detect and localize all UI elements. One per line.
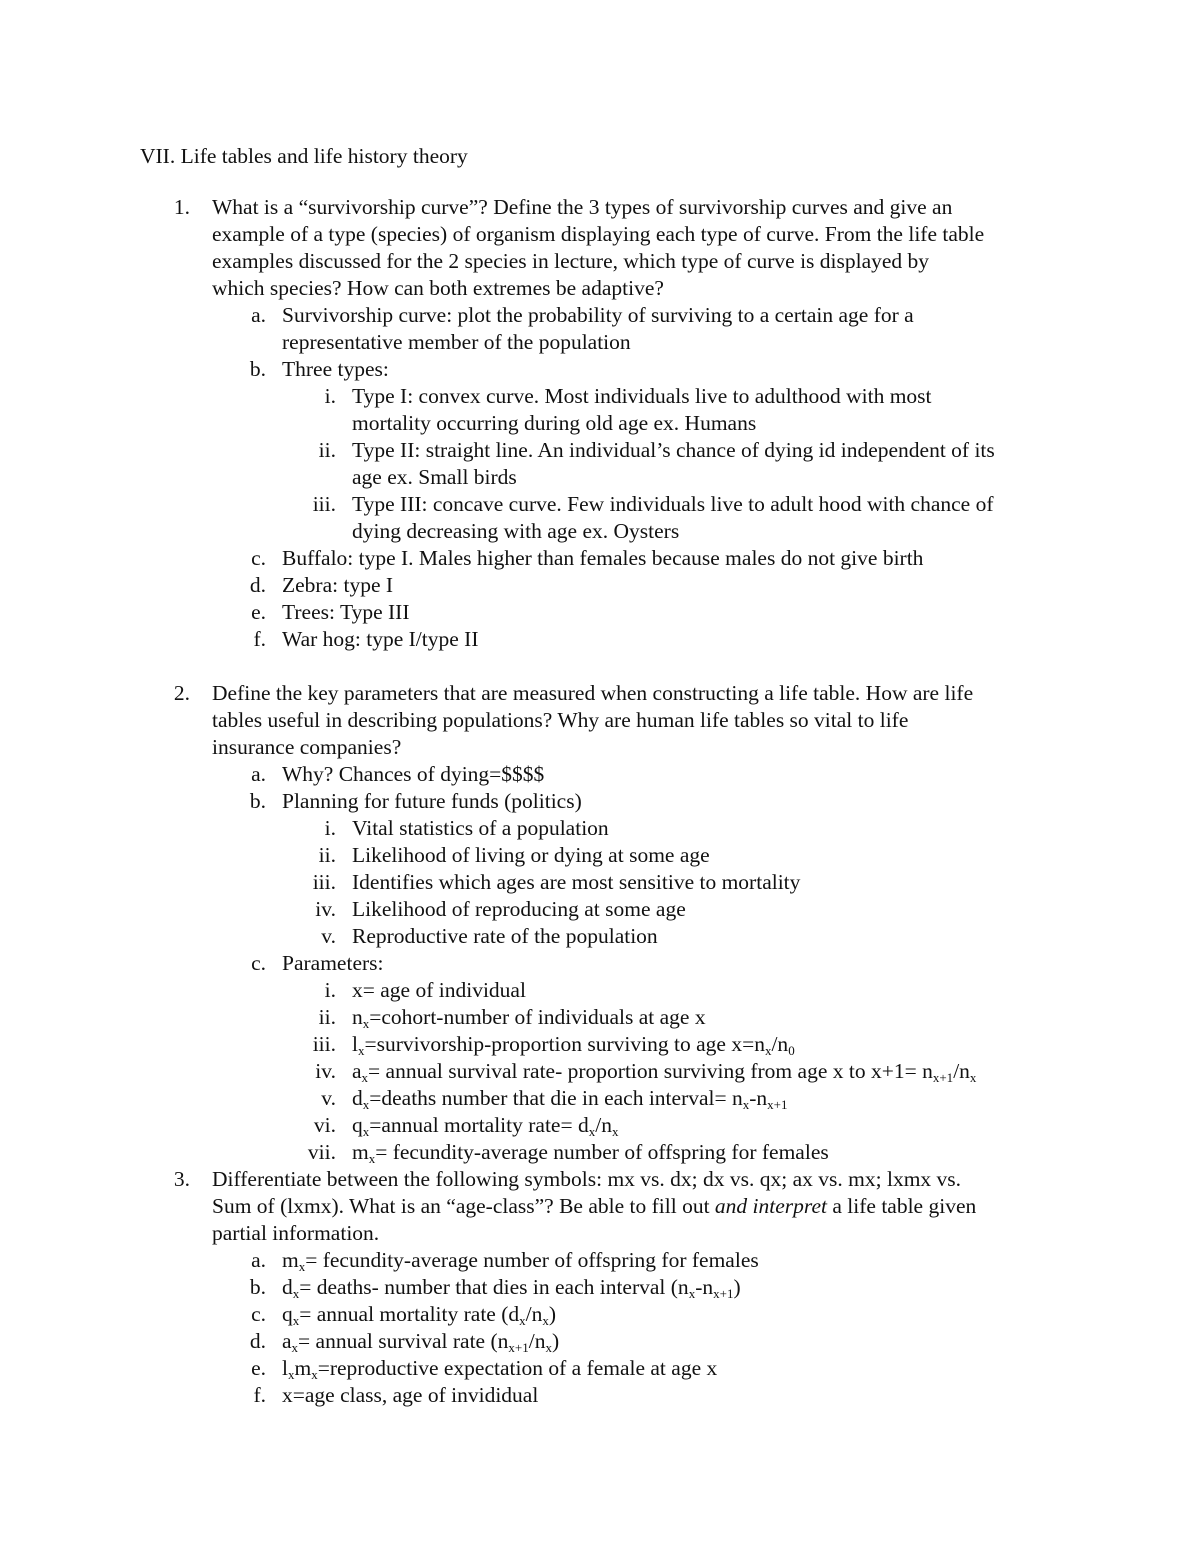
q3-item-marker: c. [251,1302,266,1326]
q1-c-marker: c. [251,546,266,570]
q1-b-i-text: mortality occurring during old age ex. Humans [352,411,757,435]
q2-c-item-marker: i. [324,978,336,1002]
q1-c-text: Buffalo: type I. Males higher than females because males do not give birth [282,546,924,570]
q1-f-text: War hog: type I/type II [282,627,479,651]
q3-item-text: $q_x=$ annual mortality rate $(d_x/n_x)$ [282,1302,557,1328]
q1-b-iii-text: Type III: concave curve. Few individuals live to adult hood with chance of [352,492,994,516]
q3-line: Sum of (lxmx). What is an “age-class”? Be able to fill out and interpret a life table given [212,1194,977,1218]
q3-item-text: $d_x=$ deaths- number that dies in each interval $(n_x-n_{x+1})$ [282,1275,741,1301]
q2-b-item-marker: iii. [312,870,336,894]
q2-b-marker: b. [249,789,266,813]
q1-line: which species? How can both extremes be adaptive? [212,276,664,300]
q1-b-i-text: Type I: convex curve. Most individuals live to adulthood with most [352,384,932,408]
q1-b-iii-text: dying decreasing with age ex. Oysters [352,519,680,543]
q1-number: 1. [173,195,190,219]
q2-c-item-text: $l_x=survivorship$-proportion surviving to age $x=n_x/n_0$ [352,1032,795,1058]
q2-c-item-marker: iv. [315,1059,336,1083]
q2-c-item-text: $n_x=cohort$-number of individuals at age x [352,1005,706,1031]
q1-b-ii-marker: ii. [318,438,336,462]
q3-item-text: $m_x=$ fecundity-average number of offspring for females [282,1248,759,1274]
q1-d-text: Zebra: type I [282,573,394,597]
q2-b-item-text: Reproductive rate of the population [352,924,658,948]
q2-c-item-marker: vi. [313,1113,336,1137]
q2-b-text: Planning for future funds (politics) [282,789,582,813]
q3-number: 3. [173,1167,190,1191]
q1-b-i-marker: i. [324,384,336,408]
q3-item-marker: e. [251,1356,266,1380]
q3-line: Differentiate between the following symbols: mx vs. dx; dx vs. qx; ax vs. mx; lxmx vs. [212,1167,962,1191]
q2-line: insurance companies? [212,735,402,759]
q1-b-text: Three types: [282,357,389,381]
q3-line: partial information. [212,1221,380,1245]
q3-item-text: x=age class, age of invididual [282,1383,539,1407]
q2-c-item-text: $d_x=deaths$ number that die in each interval= $n_x-n_{x+1}$ [352,1086,788,1112]
q2-c-item-text: $q_x=annual$ mortality rate= $d_x/n_x$ [352,1113,619,1139]
q2-b-item-text: Likelihood of reproducing at some age [352,897,686,921]
q2-c-item-text: $m_x=$ fecundity-average number of offspring for females [352,1140,829,1166]
q2-number: 2. [173,681,190,705]
q2-b-item-marker: iv. [315,897,336,921]
q1-e-marker: e. [251,600,266,624]
q2-c-marker: c. [251,951,266,975]
q1-d-marker: d. [249,573,266,597]
q2-c-item-marker: ii. [318,1005,336,1029]
q2-c-item-text: $a_x=$ annual survival rate- proportion surviving from age x to $x+1= n_{x+1}/n_x$ [352,1059,977,1085]
q2-b-item-marker: v. [321,924,336,948]
q2-b-item-marker: i. [324,816,336,840]
q2-b-item-text: Vital statistics of a population [352,816,609,840]
q3-item-marker: d. [249,1329,266,1353]
q2-c-item-marker: v. [321,1086,336,1110]
q2-c-item-marker: vii. [307,1140,336,1164]
q1-a-text: Survivorship curve: plot the probability of surviving to a certain age for a [282,303,914,327]
q3-item-marker: a. [251,1248,266,1272]
q1-b-iii-marker: iii. [312,492,336,516]
q1-line: What is a “survivorship curve”? Define the 3 types of survivorship curves and give an [212,195,953,219]
section-title: VII. Life tables and life history theory [140,144,468,168]
q2-b-item-text: Identifies which ages are most sensitive to mortality [352,870,801,894]
q2-b-item-text: Likelihood of living or dying at some age [352,843,710,867]
q2-c-item-marker: iii. [312,1032,336,1056]
q1-b-marker: b. [249,357,266,381]
q1-a-text: representative member of the population [282,330,631,354]
q1-b-ii-text: age ex. Small birds [352,465,517,489]
q2-line: tables useful in describing populations? Why are human life tables so vital to life [212,708,909,732]
q1-a-marker: a. [251,303,266,327]
q1-f-marker: f. [253,627,266,651]
q3-item-text: $a_x=$ annual survival rate $(n_{x+1}/n_x)$ [282,1329,560,1355]
q2-a-text: Why? Chances of dying=$$$$ [282,762,545,786]
q1-line: examples discussed for the 2 species in lecture, which type of curve is displayed by [212,249,930,273]
q3-item-marker: f. [253,1383,266,1407]
q1-b-ii-text: Type II: straight line. An individual’s chance of dying id independent of its [352,438,995,462]
q1-line: example of a type (species) of organism displaying each type of curve. From the life table [212,222,985,246]
q3-item-marker: b. [249,1275,266,1299]
q2-b-item-marker: ii. [318,843,336,867]
q1-e-text: Trees: Type III [282,600,410,624]
q2-line: Define the key parameters that are measured when constructing a life table. How are life [212,681,974,705]
q3-item-text: $l_xm_x=reproductive$ expectation of a female at age x [282,1356,718,1382]
q2-c-text: Parameters: [282,951,384,975]
q2-c-item-text: x= age of individual [352,978,526,1002]
q2-a-marker: a. [251,762,266,786]
